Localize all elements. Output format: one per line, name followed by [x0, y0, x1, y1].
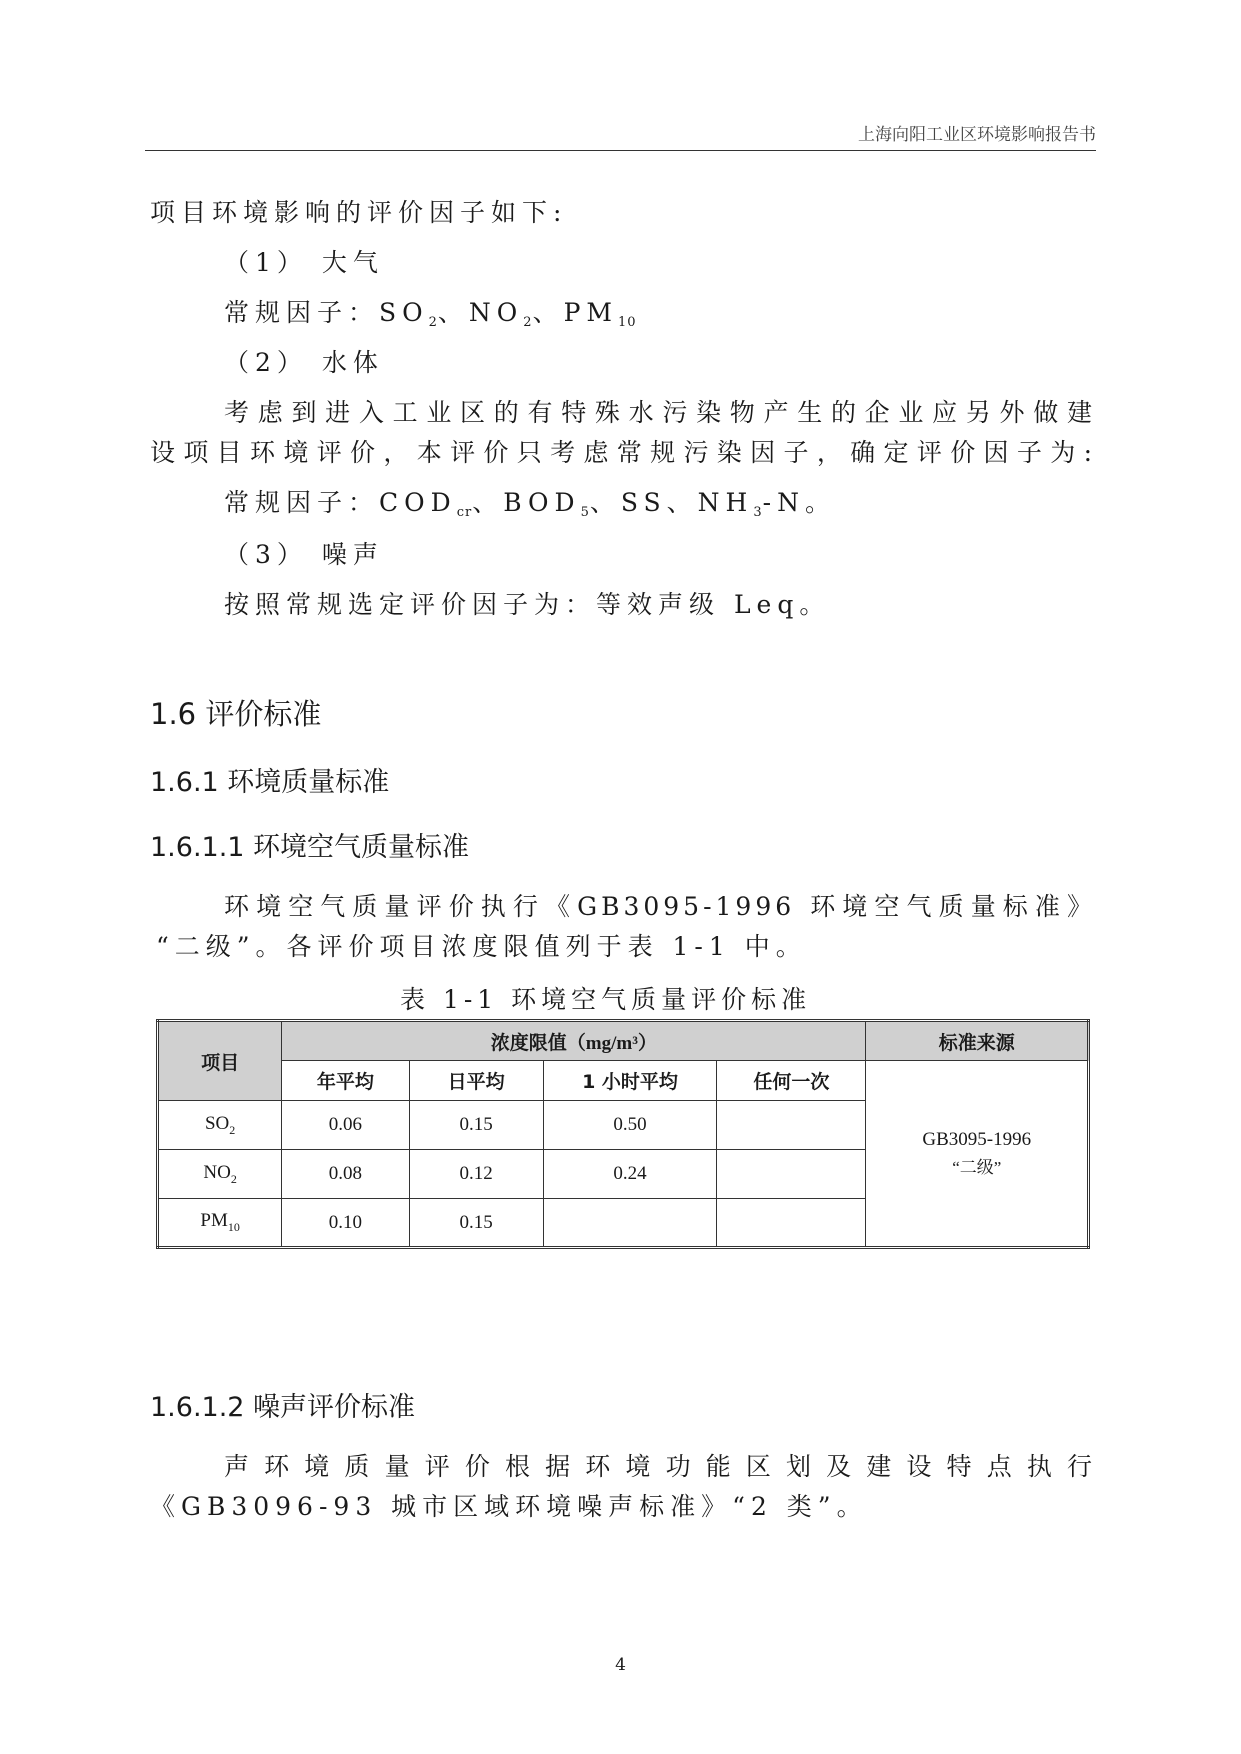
table-cell: 0.15 — [409, 1199, 543, 1248]
table-cell — [717, 1101, 866, 1150]
header-title: 上海向阳工业区环境影响报告书 — [858, 125, 1096, 145]
table-header-source: 标准来源 — [866, 1021, 1089, 1061]
air-heading: （1） 大气 — [224, 248, 384, 277]
table-cell: 0.08 — [282, 1150, 409, 1199]
table-cell — [717, 1150, 866, 1199]
table-subheader-hourly: 1 小时平均 — [543, 1061, 716, 1101]
section-heading-1-6-1-1: 1.6.1.1 环境空气质量标准 — [150, 832, 470, 863]
table-cell — [717, 1199, 866, 1248]
table-cell-item: $PM_{10}$ — [158, 1199, 282, 1248]
section-heading-1-6: 1.6 评价标准 — [150, 697, 322, 731]
table-cell — [543, 1199, 716, 1248]
table-cell: 0.10 — [282, 1199, 409, 1248]
table-subheader-any: 任何一次 — [717, 1061, 866, 1101]
table-cell: 0.15 — [409, 1101, 543, 1150]
section-heading-1-6-1: 1.6.1 环境质量标准 — [150, 767, 390, 798]
table-header-item: 项目 — [158, 1021, 282, 1101]
water-text-line1: 考虑到进入工业区的有特殊水污染物产生的企业应另外做建 — [224, 398, 1096, 427]
water-factors: 常规因子：$COD_{cr}$、$BOD_5$、SS、$NH_3-N$。 — [224, 488, 836, 520]
table-caption: 表 1-1 环境空气质量评价标准 — [400, 985, 812, 1014]
page-number: 4 — [615, 1655, 626, 1675]
noise-heading: （3） 噪声 — [224, 540, 384, 569]
table-cell: 0.50 — [543, 1101, 716, 1150]
table-cell-item: $SO_2$ — [158, 1101, 282, 1150]
table-header-limit: 浓度限值（mg/m³） — [282, 1021, 866, 1061]
table-source-cell: GB3095-1996 “二级” — [866, 1061, 1089, 1248]
table-cell: 0.06 — [282, 1101, 409, 1150]
air-quality-standard-table — [156, 1019, 1090, 1249]
table-cell-item: $NO_2$ — [158, 1150, 282, 1199]
air-standard-text-line2: “二级”。各评价项目浓度限值列于表 1-1 中。 — [156, 932, 807, 961]
air-factors: 常规因子：$SO_2$、$NO_2$、$PM_{10}$ — [224, 298, 637, 330]
water-heading: （2） 水体 — [224, 348, 384, 377]
section-heading-1-6-1-2: 1.6.1.2 噪声评价标准 — [150, 1392, 416, 1423]
noise-factor-text: 按照常规选定评价因子为：等效声级 Leq。 — [224, 590, 831, 619]
noise-standard-text-line2: 《GB3096-93 城市区域环境噪声标准》“2 类”。 — [150, 1492, 868, 1521]
noise-standard-text-line1: 声环境质量评价根据环境功能区划及建设特点执行 — [224, 1452, 1096, 1481]
table-cell: 0.24 — [543, 1150, 716, 1199]
table-subheader-daily: 日平均 — [409, 1061, 543, 1101]
water-text-line2: 设项目环境评价，本评价只考虑常规污染因子，确定评价因子为: — [150, 438, 1096, 467]
table-cell: 0.12 — [409, 1150, 543, 1199]
table-subheader-annual: 年平均 — [282, 1061, 409, 1101]
factors-intro: 项目环境影响的评价因子如下: — [150, 198, 568, 227]
page-header — [145, 116, 1096, 151]
air-standard-text-line1: 环境空气质量评价执行《GB3095-1996 环境空气质量标准》 — [224, 892, 1096, 921]
